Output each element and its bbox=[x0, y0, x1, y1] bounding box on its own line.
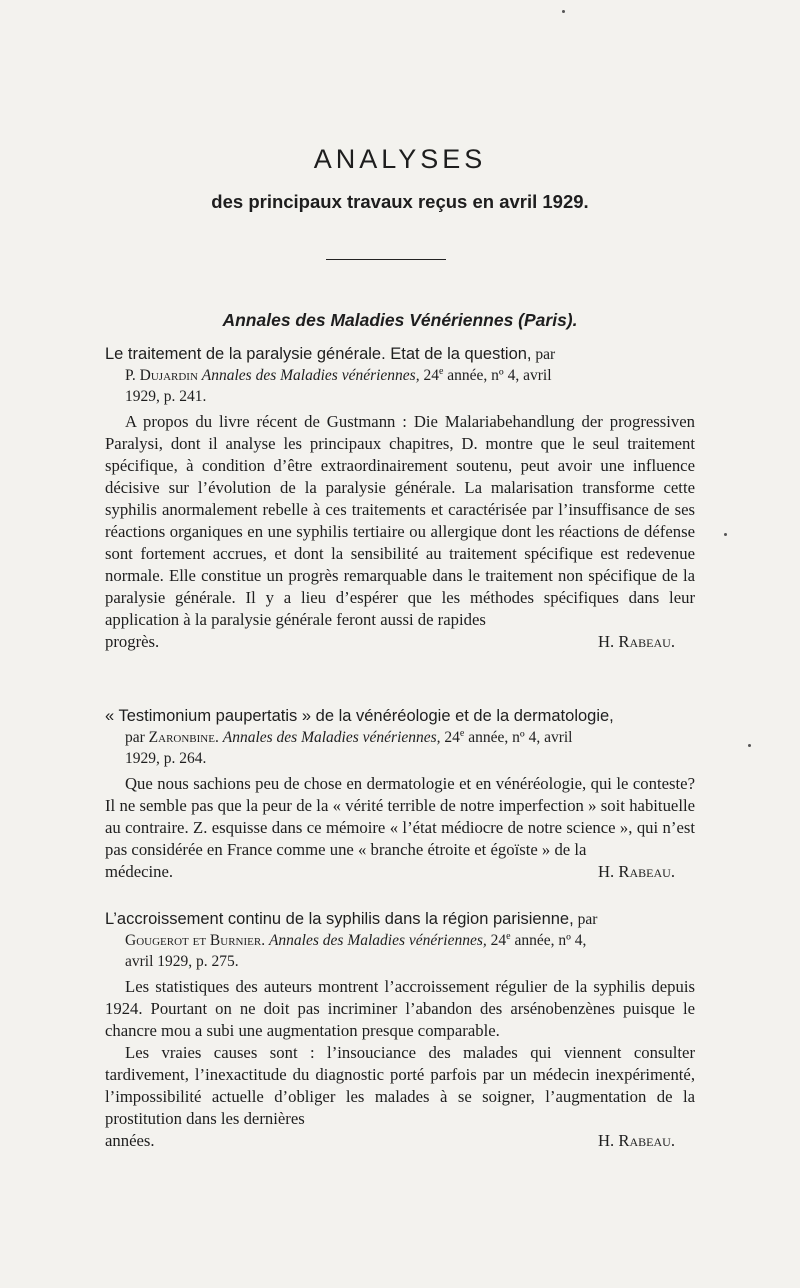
closing-words: progrès. bbox=[105, 632, 160, 651]
by-word: par bbox=[535, 346, 556, 363]
signature: H. Rabeau. bbox=[597, 1131, 675, 1150]
title-divider bbox=[326, 259, 446, 260]
page-subtitle: des principaux travaux reçus en avril 1929. bbox=[211, 191, 589, 212]
paragraph: Les vraies causes sont : l’insouciance des malades qui viennent consulter tardivement, l’inexactitude du diagnostic porté parfois par un médecin inexpérimenté, l’impossibilité actuelle d’obliger les malades à se soigner, l’augmentation de la prostitution dans les dernières bbox=[105, 1043, 695, 1128]
article-title: « Testimonium paupertatis » de la vénéréologie et de la dermatologie, bbox=[105, 707, 614, 725]
article-authors: P. Dujardin bbox=[125, 367, 198, 384]
speck bbox=[748, 744, 751, 747]
edition-number: 24 bbox=[444, 729, 460, 746]
signature: H. Rabeau. bbox=[597, 862, 675, 881]
edition-sup: e bbox=[438, 365, 444, 377]
edition-info-line2: 1929, p. 241. bbox=[125, 388, 207, 405]
article-journal: Annales des Maladies vénériennes, bbox=[222, 729, 441, 746]
article-title: L’accroissement continu de la syphilis dans la région parisienne, bbox=[105, 910, 574, 928]
article-journal: Annales des Maladies vénériennes, bbox=[268, 932, 487, 949]
article-reference bbox=[105, 344, 695, 407]
paragraph: Les statistiques des auteurs montrent l’accroissement régulier de la syphilis depuis 1924. Pourtant on ne doit pas incriminer l’abandon des arsénobenzènes puisque le chancre mou a subi une augmentation presque comparable. bbox=[105, 977, 695, 1040]
article-authors: Zaronbine. bbox=[148, 729, 219, 746]
article-3 bbox=[105, 909, 695, 1152]
closing-line bbox=[105, 1130, 695, 1152]
paragraph: A propos du livre récent de Gustmann : Die Malariabehandlung der progressiven Paralysi, dont il analyse les principaux chapitres, D. montre que le seul traitement spécifique, à condition d’être extraordinairement soutenu, peut avoir une influence décisive sur l’évolution de la paralysie générale. La malarisation transforme cette syphilis anormalement rebelle à ces traitements et caractérisée par l’insuffisance de ses réactions organiques en une syphilis tertiaire ou allergique dont les réactions de défense sont fortement accrues, et dont la sensibilité au traitement spécifique est redevenue normale. Elle constitue un progrès remarquable dans le traitement non spécifique de la paralysie générale. Il y a lieu d’espérer que les méthodes spécifiques dans leur application à la paralysie générale feront aussi de rapides bbox=[105, 412, 695, 629]
article-body bbox=[105, 773, 695, 883]
article-2 bbox=[105, 706, 695, 883]
article-1 bbox=[105, 344, 695, 653]
by-word: par bbox=[125, 729, 145, 746]
article-title: Le traitement de la paralysie générale. Etat de la question, bbox=[105, 345, 532, 363]
edition-info: année, nº 4, bbox=[514, 932, 587, 949]
closing-line bbox=[105, 631, 695, 653]
edition-info-line2: 1929, p. 264. bbox=[125, 750, 207, 767]
journal-heading: Annales des Maladies Vénériennes (Paris). bbox=[222, 310, 578, 330]
edition-sup: e bbox=[459, 727, 465, 739]
edition-number: 24 bbox=[423, 367, 439, 384]
speck bbox=[724, 533, 727, 536]
signature: H. Rabeau. bbox=[597, 632, 675, 651]
article-journal: Annales des Maladies vénériennes, bbox=[201, 367, 420, 384]
by-word: par bbox=[577, 911, 598, 928]
page-title: ANALYSES bbox=[313, 144, 487, 174]
edition-sup: e bbox=[506, 930, 511, 942]
article-reference bbox=[105, 706, 695, 769]
closing-words: médecine. bbox=[105, 862, 174, 881]
paragraph: Que nous sachions peu de chose en dermatologie et en vénéréologie, qui le conteste? Il ne semble pas que la peur de la « vérité terrible de notre imperfection » soit habituelle au contraire. Z. esquisse dans ce mémoire « l’état médiocre de notre science », qui n’est pas considérée en France comme une « branche étroite et égoïste » de la bbox=[105, 774, 695, 859]
speck bbox=[562, 10, 565, 13]
closing-words: années. bbox=[105, 1131, 155, 1150]
edition-info: année, nº 4, avril bbox=[447, 367, 552, 384]
edition-info-line2: avril 1929, p. 275. bbox=[125, 953, 239, 970]
article-body bbox=[105, 411, 695, 653]
article-reference bbox=[105, 909, 695, 972]
closing-line bbox=[105, 861, 695, 883]
edition-number: 24 bbox=[490, 932, 507, 949]
edition-info: année, nº 4, avril bbox=[468, 729, 573, 746]
article-body bbox=[105, 976, 695, 1152]
article-authors: Gougerot et Burnier. bbox=[125, 932, 266, 949]
